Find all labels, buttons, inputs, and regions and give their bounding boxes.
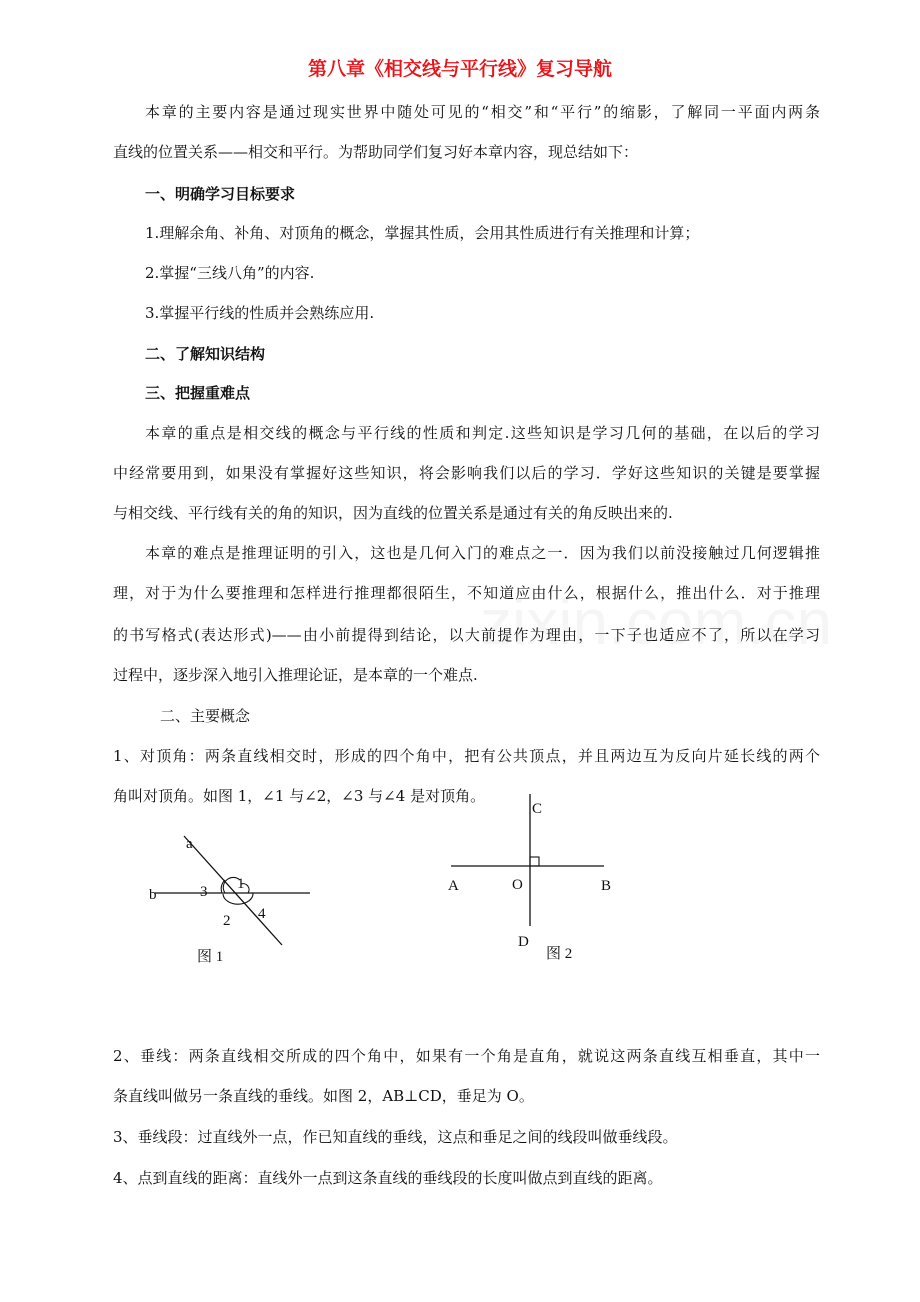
concept-line: 1、对顶角：两条直线相交时，形成的四个角中，把有公共顶点，并且两边互为反向片延长线的两个 xyxy=(113,747,820,765)
figure-1-caption: 图 1 xyxy=(197,949,224,965)
para-line: 本章的难点是推理证明的引入，这也是几何入门的难点之一．因为我们以前没接触过几何逻辑推 xyxy=(145,544,820,562)
goal-item: 2.掌握“三线八角”的内容. xyxy=(145,264,315,282)
concept-line: 3、垂线段：过直线外一点，作已知直线的垂线，这点和垂足之间的线段叫做垂线段。 xyxy=(113,1128,678,1146)
label-1: 1 xyxy=(237,876,245,892)
figure-2 xyxy=(448,794,611,962)
label-b: b xyxy=(149,887,157,903)
para-line: 中经常要用到，如果没有掌握好这些知识，将会影响我们以后的学习．学好这些知识的关键是要掌握 xyxy=(113,464,820,482)
concept-line: 角叫对顶角。如图 1，∠1 与∠2，∠3 与∠4 是对顶角。 xyxy=(113,787,486,805)
right-angle-mark xyxy=(530,857,539,866)
figure-1 xyxy=(149,836,310,965)
label-D: D xyxy=(518,934,529,950)
label-A: A xyxy=(448,878,459,894)
label-3: 3 xyxy=(200,884,208,900)
intro-line: 本章的主要内容是通过现实世界中随处可见的“相交”和“平行”的缩影，了解同一平面内两条 xyxy=(145,103,820,121)
label-C: C xyxy=(532,801,543,817)
figure-2-caption: 图 2 xyxy=(546,946,573,962)
concept-line: 条直线叫做另一条直线的垂线。如图 2，AB⊥CD，垂足为 O。 xyxy=(113,1087,534,1105)
label-4: 4 xyxy=(258,906,266,922)
section-heading: 一、明确学习目标要求 xyxy=(145,185,296,203)
concept-line: 2、垂线：两条直线相交所成的四个角中，如果有一个角是直角，就说这两条直线互相垂直，其中一 xyxy=(113,1047,820,1065)
para-line: 与相交线、平行线有关的角的知识，因为直线的位置关系是通过有关的角反映出来的. xyxy=(113,504,673,522)
concept-line: 4、点到直线的距离：直线外一点到这条直线的垂线段的长度叫做点到直线的距离。 xyxy=(113,1169,663,1187)
label-O: O xyxy=(512,877,523,893)
section-heading: 三、把握重难点 xyxy=(145,384,251,402)
section-heading: 二、了解知识结构 xyxy=(145,345,266,363)
goal-item: 1.理解余角、补角、对顶角的概念，掌握其性质，会用其性质进行有关推理和计算； xyxy=(145,224,700,242)
line-a xyxy=(184,836,282,945)
label-2: 2 xyxy=(223,913,231,929)
section-heading: 二、主要概念 xyxy=(160,707,251,725)
para-line: 本章的重点是相交线的概念与平行线的性质和判定.这些知识是学习几何的基础，在以后的学习 xyxy=(145,424,820,442)
label-B: B xyxy=(601,878,612,894)
para-line: 的书写格式(表达形式)——由小前提得到结论，以大前提作为理由，一下子也适应不了，所以在学习 xyxy=(113,626,820,644)
para-line: 过程中，逐步深入地引入推理论证，是本章的一个难点. xyxy=(113,666,478,684)
page-title: 第八章《相交线与平行线》复习导航 xyxy=(307,58,612,80)
intro-line: 直线的位置关系——相交和平行。为帮助同学们复习好本章内容，现总结如下： xyxy=(113,143,639,161)
goal-item: 3.掌握平行线的性质并会熟练应用. xyxy=(145,304,375,322)
para-line: 理，对于为什么要推理和怎样进行推理都很陌生，不知道应由什么，根据什么，推出什么．对于推理 xyxy=(113,584,820,602)
label-a: a xyxy=(186,836,193,852)
